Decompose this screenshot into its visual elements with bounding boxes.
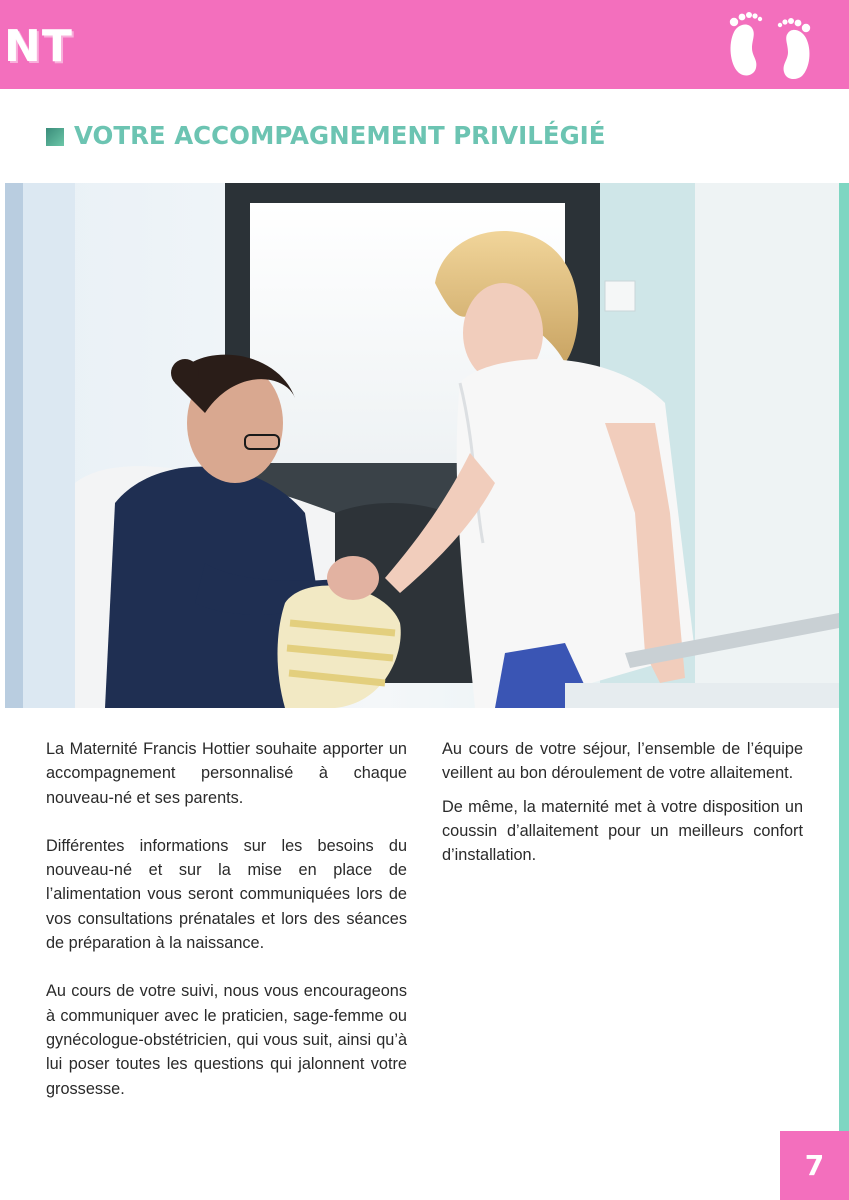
left-text-column	[46, 737, 407, 1101]
square-bullet-icon	[46, 128, 64, 146]
header-section-word: NT	[4, 21, 73, 72]
paragraph: Au cours de votre suivi, nous vous encourageons à communiquer avec le praticien, sage-femme ou gynécologue-obstétricien, qui vous suit, ainsi qu’à lui poser toutes les questions qui jalonnent votre grossesse.	[46, 982, 407, 1098]
header-band	[0, 0, 849, 89]
paragraph: La Maternité Francis Hottier souhaite apporter un accompagnement personnalisé à chaque nouveau-né et ses parents.	[46, 740, 407, 807]
right-accent-bar	[839, 183, 849, 1131]
section-title: VOTRE ACCOMPAGNEMENT PRIVILÉGIÉ	[74, 121, 606, 150]
right-text-column	[442, 737, 803, 867]
page-number-box	[780, 1131, 849, 1200]
paragraph: Au cours de votre séjour, l’ensemble de l’équipe veillent au bon déroulement de votre allaitement.	[442, 740, 803, 783]
paragraph: De même, la maternité met à votre disposition un coussin d’allaitement pour un meilleurs confort d’installation.	[442, 797, 803, 865]
baby-feet-icon	[722, 8, 818, 82]
paragraph: Différentes informations sur les besoins du nouveau-né et sur la mise en place de l’alimentation vous seront communiquées lors de vos consultations prénatales et lors des séances de préparation à la naissance.	[46, 836, 407, 953]
nurse-mother-newborn-photo	[5, 183, 839, 708]
page-number: 7	[804, 1149, 825, 1182]
